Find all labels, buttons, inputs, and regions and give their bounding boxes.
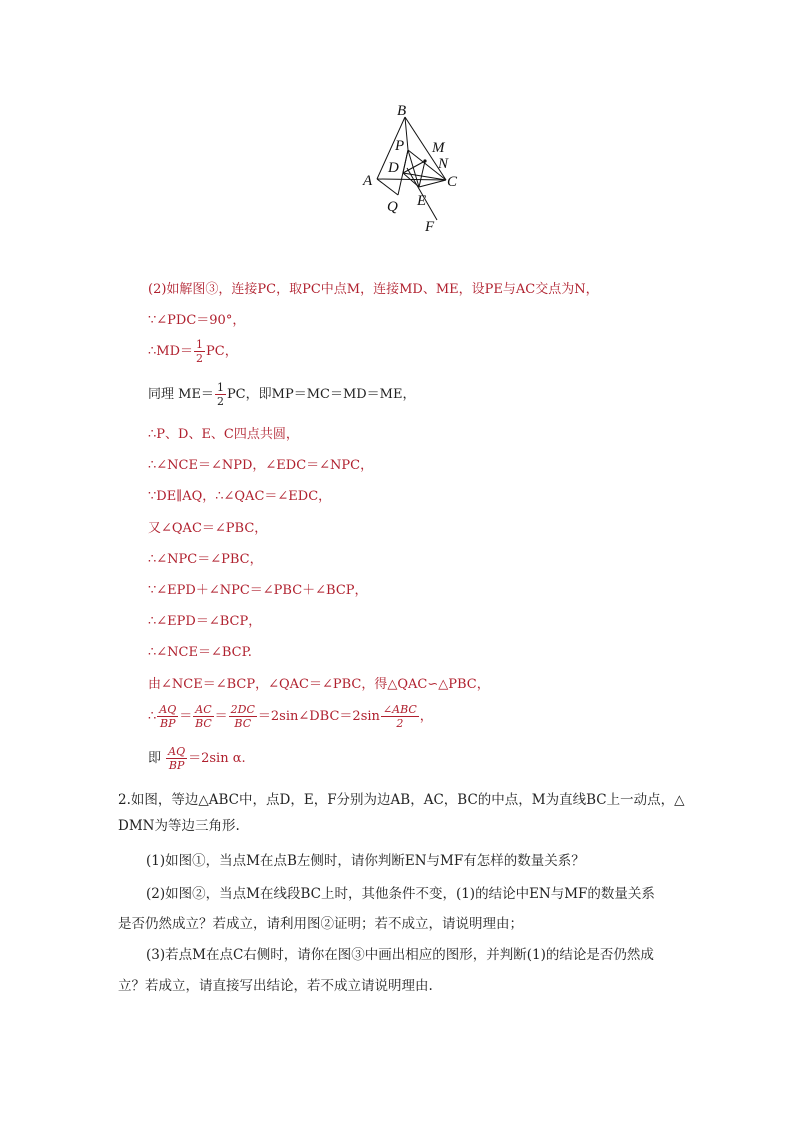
solution-line-4-pre: 同理 ME＝ — [148, 387, 214, 402]
label-f: F — [425, 219, 435, 235]
solution-line-10: ∵∠EPD＋∠NPC＝∠PBC＋∠BCP， — [148, 583, 368, 598]
solution-line-3-post: PC， — [206, 344, 238, 359]
fraction-ac-bc — [193, 703, 213, 730]
problem-2-part-3-cont: 立？若成立，请直接写出结论，若不成立请说明理由. — [118, 978, 433, 994]
solution-line-7: ∵DE∥AQ，∴∠QAC＝∠EDC， — [148, 489, 332, 504]
fraction-2dc-bc — [229, 703, 257, 730]
problem-2-part-2-cont: 是否仍然成立？若成立，请利用图②证明；若不成立，请说明理由； — [118, 916, 523, 932]
fraction-numerator: 1 — [196, 338, 204, 351]
fraction-numerator: 2DC — [230, 703, 255, 716]
solution-line-4-post: PC，即MP＝MC＝MD＝ME， — [226, 387, 416, 402]
fraction-numerator: AC — [195, 703, 212, 716]
label-q: Q — [387, 199, 398, 215]
fraction-numerator: ∠ABC — [382, 703, 417, 716]
fraction-denominator: BC — [195, 717, 212, 730]
solution-line-5: ∴P、D、E、C四点共圆， — [148, 427, 299, 442]
solution-line-15-pre: 即 — [148, 751, 166, 766]
solution-line-12: ∴∠NCE＝∠BCP. — [148, 645, 252, 660]
solution-line-3 — [148, 338, 238, 365]
solution-line-11: ∴∠EPD＝∠BCP， — [148, 614, 262, 629]
equals-sign: ＝ — [179, 709, 193, 724]
solution-line-6: ∴∠NCE＝∠NPD，∠EDC＝∠NPC， — [148, 458, 374, 473]
solution-line-1: (2)如解图③，连接PC，取PC中点M，连接MD、ME，设PE与AC交点为N， — [148, 282, 599, 297]
solution-line-9: ∴∠NPC＝∠PBC， — [148, 552, 263, 567]
problem-2-part-2: (2)如图②，当点M在线段BC上时，其他条件不变，(1)的结论中EN与MF的数量关系 — [146, 886, 655, 902]
solution-line-3-pre: ∴MD＝ — [148, 344, 194, 359]
fraction-denominator: 2 — [396, 717, 404, 730]
therefore-symbol: ∴ — [148, 709, 157, 724]
fraction-numerator: 1 — [216, 381, 224, 394]
solution-line-15 — [148, 745, 246, 772]
solution-line-13: 由∠NCE＝∠BCP，∠QAC＝∠PBC，得△QAC∽△PBC， — [148, 677, 490, 692]
label-b: B — [397, 103, 407, 119]
solution-line-15-post: ＝2sin α. — [188, 751, 246, 766]
label-m: M — [432, 140, 445, 156]
fraction-half — [215, 381, 226, 408]
problem-2-line-1: 2.如图，等边△ABC中，点D，E，F分别为边AB，AC，BC的中点，M为直线BC上一动点，△ — [118, 792, 685, 808]
fraction-half — [194, 338, 205, 365]
fraction-denominator: BP — [160, 717, 176, 730]
geometry-figure — [355, 100, 465, 235]
problem-2-part-1: (1)如图①，当点M在点B左侧时，请你判断EN与MF有怎样的数量关系？ — [146, 853, 585, 869]
fraction-denominator: 2 — [196, 352, 204, 365]
problem-2-line-2: DMN为等边三角形. — [118, 818, 240, 834]
label-n: N — [438, 156, 449, 172]
fraction-aq-bp — [166, 745, 187, 772]
fraction-denominator: BP — [168, 759, 185, 772]
solution-line-8: 又∠QAC＝∠PBC， — [148, 521, 268, 536]
fraction-numerator: AQ — [159, 703, 177, 716]
solution-line-2: ∵∠PDC＝90°， — [148, 313, 246, 328]
solution-line-14-post: ， — [419, 709, 433, 724]
label-p: P — [395, 138, 405, 154]
fraction-abc-2 — [381, 703, 419, 730]
label-a: A — [363, 173, 373, 189]
fraction-denominator: BC — [234, 717, 252, 730]
fraction-numerator: AQ — [168, 745, 186, 758]
solution-line-14 — [148, 703, 433, 730]
solution-line-14-mid: ＝2sin∠DBC＝2sin — [257, 709, 380, 724]
fraction-aq-bp — [157, 703, 178, 730]
problem-2-part-3: (3)若点M在点C右侧时，请你在图③中画出相应的图形，并判断(1)的结论是否仍然成 — [146, 947, 654, 963]
equals-sign: ＝ — [214, 709, 228, 724]
label-e: E — [417, 193, 427, 209]
solution-line-4 — [148, 381, 415, 408]
point-m — [423, 159, 426, 162]
label-d: D — [388, 160, 399, 176]
label-c: C — [447, 174, 458, 190]
fraction-denominator: 2 — [216, 395, 224, 408]
